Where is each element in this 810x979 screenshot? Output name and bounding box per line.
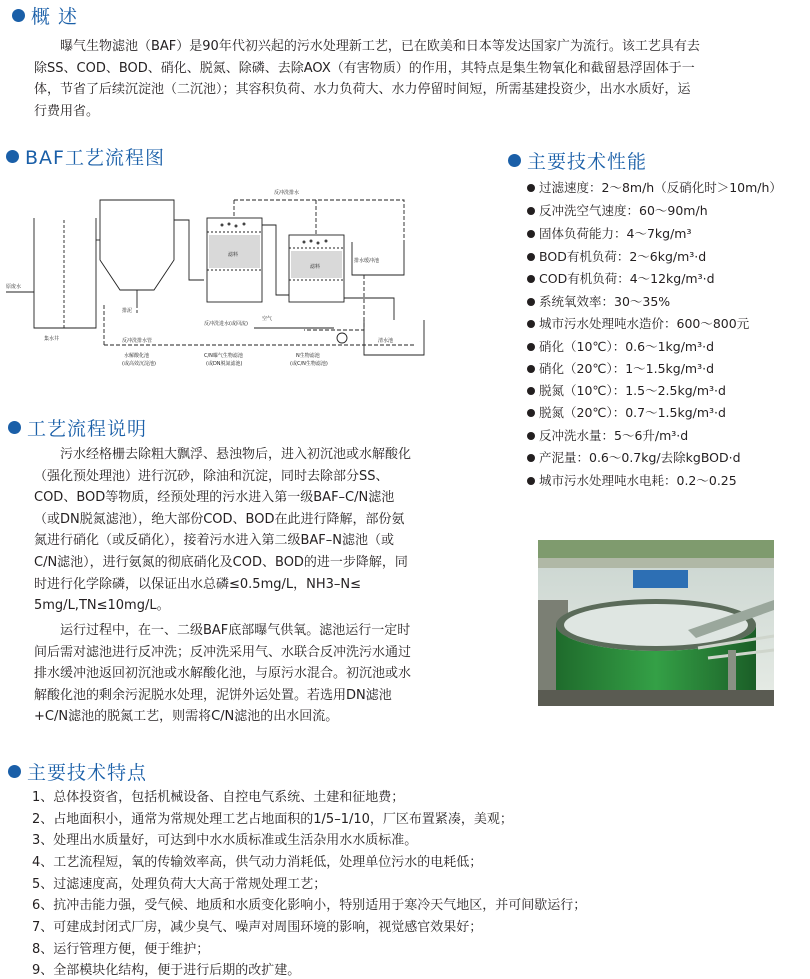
bullet-dot-icon <box>527 409 535 417</box>
feature-item: 3、处理出水质量好，可达到中水水质标准或生活杂用水水质标准。 <box>32 833 418 848</box>
performance-title: 主要技术性能 <box>527 151 648 173</box>
process-line: 运行过程中，在一、二级BAF底部曝气供氧。滤池运行一定时 <box>60 623 411 638</box>
label-discharge: 排泥 <box>122 308 133 314</box>
baf-flow-diagram <box>4 180 444 395</box>
feature-item: 9、全部模块化结构，便于进行后期的改扩建。 <box>32 963 301 978</box>
clear-water-tank <box>364 320 424 355</box>
process-line: 污水经格栅去除粗大飘浮、悬浊物后，进入初沉池或水解酸化 <box>60 447 412 462</box>
label-backwash-drain: 反冲洗排水 <box>274 190 300 196</box>
spec-item: 脱氮（20℃）：0.7～1.5kg/m³·d <box>527 403 726 421</box>
feature-item: 2、占地面积小，通常为常规处理工艺占地面积的1/5–1/10，厂区布置紧凑，美观； <box>32 812 513 827</box>
process-line: 氮进行硝化（或反硝化），接着污水进入第二级BAF–N滤池（或 <box>34 533 395 549</box>
bullet-dot-icon <box>527 365 535 373</box>
hydrolysis-tank <box>100 200 174 290</box>
process-paragraph-1 <box>34 444 464 617</box>
bullet-dot-icon <box>527 275 535 283</box>
label-sump: 集水井 <box>44 336 60 342</box>
bullet-dot-icon <box>527 343 535 351</box>
overview-line: 体，节省了后续沉淀池（二沉池）；其容积负荷、水力负荷大、水力停留时间短，所需基建投资少，出水水质好，运 <box>34 82 691 98</box>
feature-item: 5、过滤速度高，处理负荷大大高于常规处理工艺； <box>32 877 327 892</box>
process-line: （或DN脱氮滤池），绝大部份COD、BOD在此进行降解，部份氨 <box>34 511 405 527</box>
process-line: 间后需对滤池进行反冲洗；反冲洗采用气、水联合反冲洗污水通过 <box>34 644 412 660</box>
label-air: 空气 <box>262 316 273 322</box>
bullet-dot-icon <box>527 477 535 485</box>
label-backwash-inlet: 反冲洗进水(或回流) <box>204 321 248 327</box>
process-line: 排水缓冲池返回初沉池或水解酸化池，与原污水混合。初沉池或水 <box>34 666 412 682</box>
label-n-filter: N生物滤池 <box>296 353 320 359</box>
process-line: 时进行化学除磷，以保证出水总磷≤0.5mg/L，NH3–N≤ <box>34 576 361 592</box>
label-n-filter-sub: (或C/N生物滤池) <box>290 361 328 367</box>
spec-item: 城市污水处理吨水造价：600～800元 <box>527 314 749 332</box>
spec-item: 硝化（20℃）：1～1.5kg/m³·d <box>527 359 714 377</box>
process-line: 5mg/L,TN≤10mg/L。 <box>34 598 170 614</box>
spec-item: 固体负荷能力：4～7kg/m³ <box>527 224 691 242</box>
features-heading <box>8 758 147 785</box>
overview-line: 除SS、COD、BOD、硝化、脱氮、除磷、去除AOX（有害物质）的作用，其特点是集生物氧化和截留悬浮固体于一 <box>34 60 695 76</box>
sump-outline <box>34 218 96 328</box>
flowchart-title: BAF工艺流程图 <box>25 147 165 169</box>
bullet-icon <box>12 9 25 22</box>
bullet-dot-icon <box>527 253 535 261</box>
bullet-icon <box>508 154 521 167</box>
spec-item: 过滤速度：2～8m/h（反硝化时＞10m/h） <box>527 178 782 196</box>
bullet-dot-icon <box>527 230 535 238</box>
baf-tank-photo <box>538 540 774 706</box>
spec-item: 脱氮（10℃）：1.5～2.5kg/m³·d <box>527 381 726 399</box>
process-paragraph-2 <box>34 620 464 728</box>
bullet-dot-icon <box>527 320 535 328</box>
feature-item: 4、工艺流程短，氧的传输效率高，供气动力消耗低，处理单位污水的电耗低； <box>32 855 483 870</box>
label-buffer-tank: 排水缓冲池 <box>354 258 380 264</box>
label-raw-water: 原废水 <box>6 284 22 290</box>
bullet-dot-icon <box>527 387 535 395</box>
spec-item: 产泥量：0.6～0.7kg/去除kgBOD·d <box>527 448 741 466</box>
spec-item: 硝化（10℃）：0.6～1kg/m³·d <box>527 337 714 355</box>
performance-heading <box>508 147 647 174</box>
bullet-icon <box>8 421 21 434</box>
bullet-icon <box>8 765 21 778</box>
spec-item: 反冲洗空气速度：60～90m/h <box>527 201 708 219</box>
process-line: +C/N滤池的脱氮工艺，则需将C/N滤池的出水回流。 <box>34 709 339 725</box>
features-title: 主要技术特点 <box>27 762 148 784</box>
process-line: 解酸化池的剩余污泥脱水处理，泥饼外运处置。若选用DN滤池 <box>34 687 392 703</box>
process-line: COD、BOD等物质，经预处理的污水进入第一级BAF–C/N滤池 <box>34 490 395 506</box>
bullet-dot-icon <box>527 454 535 462</box>
process-title: 工艺流程说明 <box>27 418 148 440</box>
bullet-icon <box>6 150 19 163</box>
feature-item: 6、抗冲击能力强，受气候、地质和水质变化影响小，特别适用于寒冷天气地区，并可间歇运行； <box>32 898 587 913</box>
spec-item: COD有机负荷：4～12kg/m³·d <box>527 269 715 287</box>
label-hydrolysis: 水解酸化池 <box>124 353 150 359</box>
label-hydrolysis-sub: (或高效沉淀池) <box>122 361 156 367</box>
feature-item: 8、运行管理方便，便于维护； <box>32 942 210 957</box>
bullet-dot-icon <box>527 184 535 192</box>
label-media-2: 滤料 <box>310 264 321 270</box>
spec-item: 反冲洗水量：5～6升/m³·d <box>527 426 688 444</box>
process-line: C/N滤池），进行氨氮的彻底硝化及COD、BOD的进一步降解，同 <box>34 554 408 570</box>
spec-item: 城市污水处理吨水电耗：0.2～0.25 <box>527 471 737 489</box>
bullet-dot-icon <box>527 207 535 215</box>
feature-item: 7、可建成封闭式厂房，减少臭气、噪声对周围环境的影响，视觉感官效果好； <box>32 920 483 935</box>
label-cn-filter: C/N曝气生物滤池 <box>204 353 243 359</box>
process-heading <box>8 414 147 441</box>
label-backwash-pipe: 反冲洗排水管 <box>122 338 153 344</box>
overview-title: 概 述 <box>31 6 79 28</box>
bullet-dot-icon <box>527 432 535 440</box>
overview-paragraph <box>34 36 796 122</box>
process-line: （强化预处理池）进行沉砂，除油和沉淀，同时去除部分SS、 <box>34 468 389 484</box>
bullet-dot-icon <box>527 298 535 306</box>
spec-item: 系统氧效率：30～35% <box>527 292 670 310</box>
label-clear-tank: 清水池 <box>378 338 394 344</box>
spec-item: BOD有机负荷：2～6kg/m³·d <box>527 247 706 265</box>
flowchart-heading <box>6 143 165 170</box>
overview-heading <box>12 2 78 29</box>
overview-line: 行费用省。 <box>34 103 100 119</box>
feature-item: 1、总体投资省，包括机械设备、自控电气系统、土建和征地费； <box>32 790 405 805</box>
pump-icon <box>337 333 347 343</box>
label-cn-filter-sub: (或DN脱氮滤池) <box>206 361 243 367</box>
label-media-1: 滤料 <box>228 252 239 258</box>
overview-line: 曝气生物滤池（BAF）是90年代初兴起的污水处理新工艺，已在欧美和日本等发达国家广为流行。该工艺具有去 <box>60 39 700 54</box>
